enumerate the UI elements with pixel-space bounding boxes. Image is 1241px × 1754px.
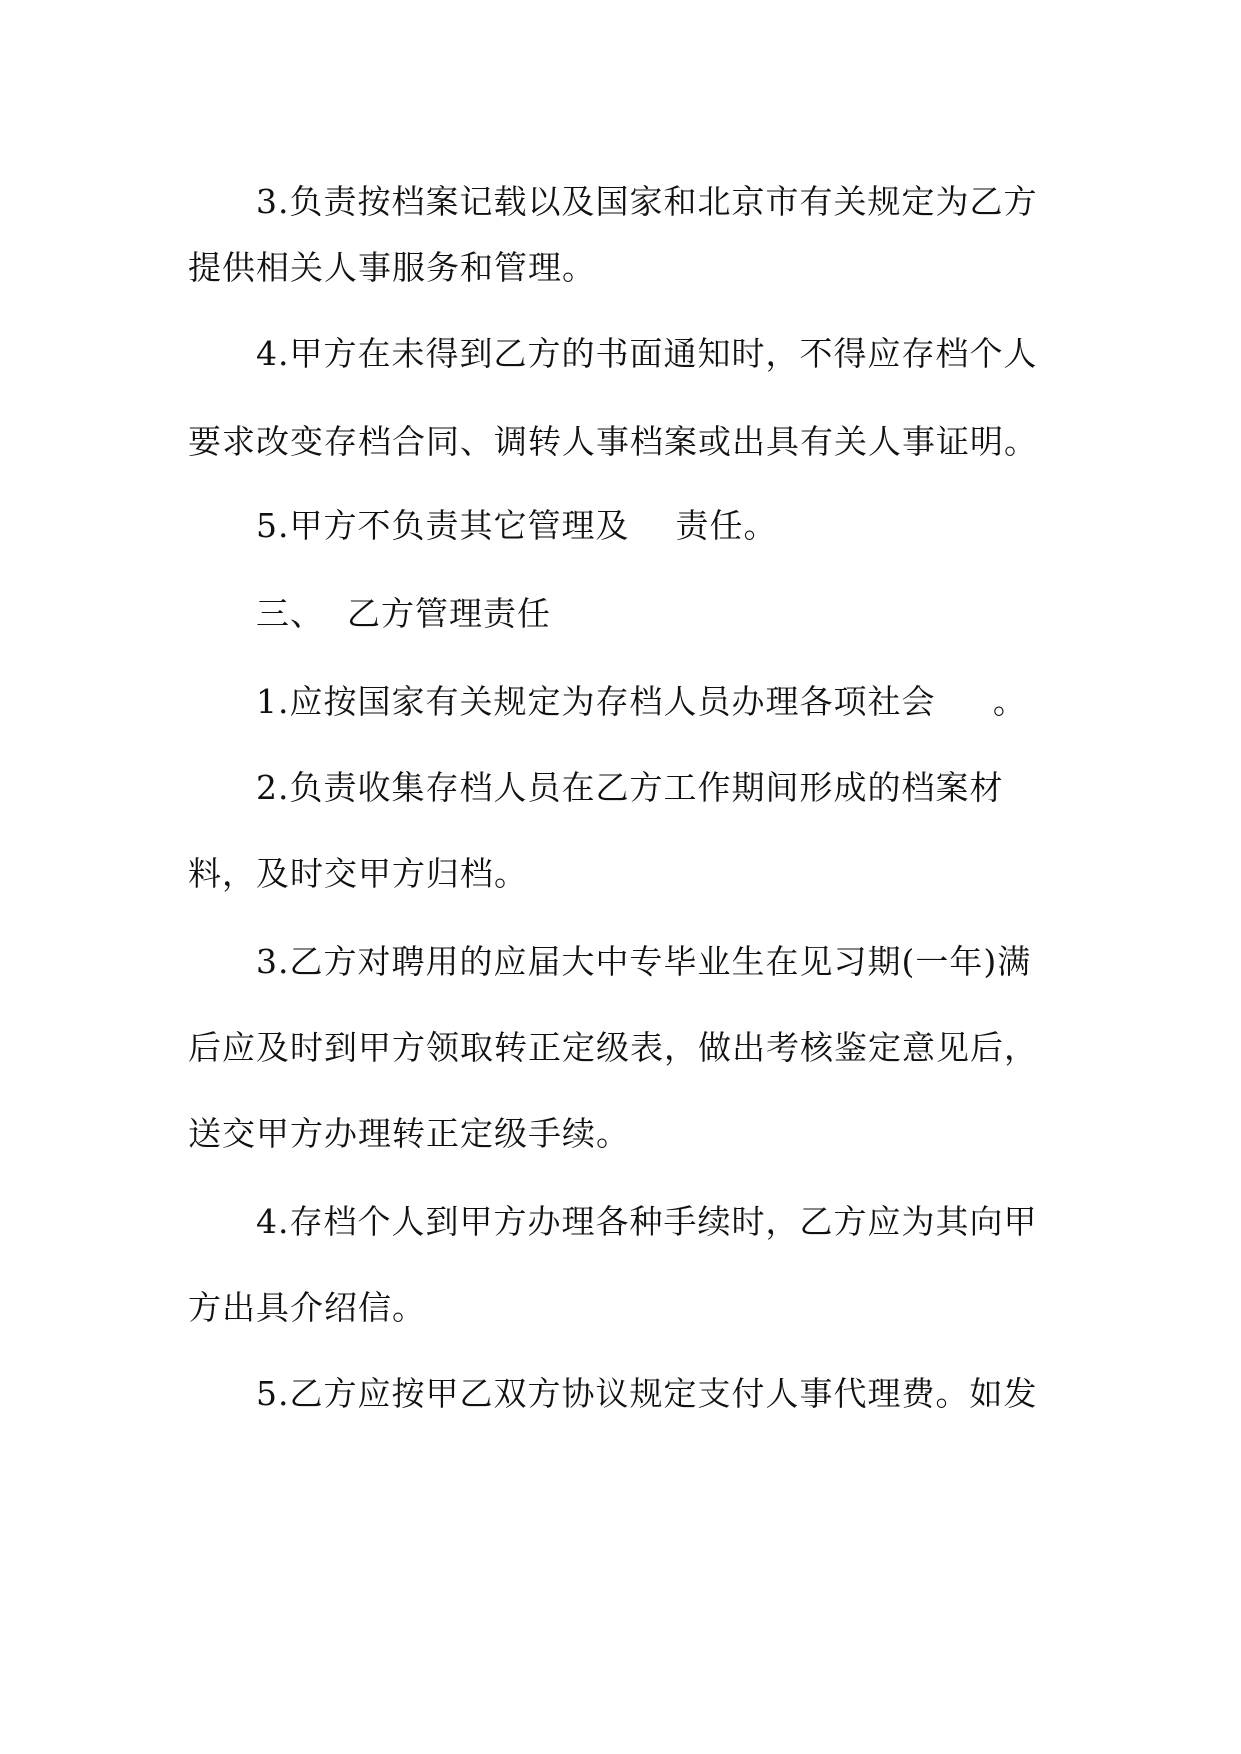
party-b-clause-1-line-1: 1.应按国家有关规定为存档人员办理各项社会 。 <box>256 682 1027 721</box>
clause-3-line-2: 提供相关人事服务和管理。 <box>188 248 596 287</box>
clause-3-line-1: 3.负责按档案记载以及国家和北京市有关规定为乙方 <box>256 182 1038 221</box>
party-b-clause-4-line-1: 4.存档个人到甲方办理各种手续时，乙方应为其向甲 <box>256 1202 1038 1241</box>
clause-4-line-1: 4.甲方在未得到乙方的书面通知时，不得应存档个人 <box>256 334 1038 373</box>
party-b-clause-5-line-1: 5.乙方应按甲乙双方协议规定支付人事代理费。如发 <box>256 1374 1038 1413</box>
party-b-clause-4-line-2: 方出具介绍信。 <box>188 1288 426 1327</box>
clause-4-line-2: 要求改变存档合同、调转人事档案或出具有关人事证明。 <box>188 422 1038 461</box>
party-b-clause-2-line-1: 2.负责收集存档人员在乙方工作期间形成的档案材 <box>256 768 1004 807</box>
section-heading: 三、 乙方管理责任 <box>256 594 551 633</box>
party-b-clause-2-line-2: 料，及时交甲方归档。 <box>188 854 528 893</box>
party-b-clause-3-line-3: 送交甲方办理转正定级手续。 <box>188 1114 630 1153</box>
clause-5-line-1: 5.甲方不负责其它管理及 责任。 <box>256 506 778 545</box>
party-b-clause-3-line-1: 3.乙方对聘用的应届大中专毕业生在见习期(一年)满 <box>256 942 1032 981</box>
party-b-clause-3-line-2: 后应及时到甲方领取转正定级表，做出考核鉴定意见后， <box>188 1028 1038 1067</box>
